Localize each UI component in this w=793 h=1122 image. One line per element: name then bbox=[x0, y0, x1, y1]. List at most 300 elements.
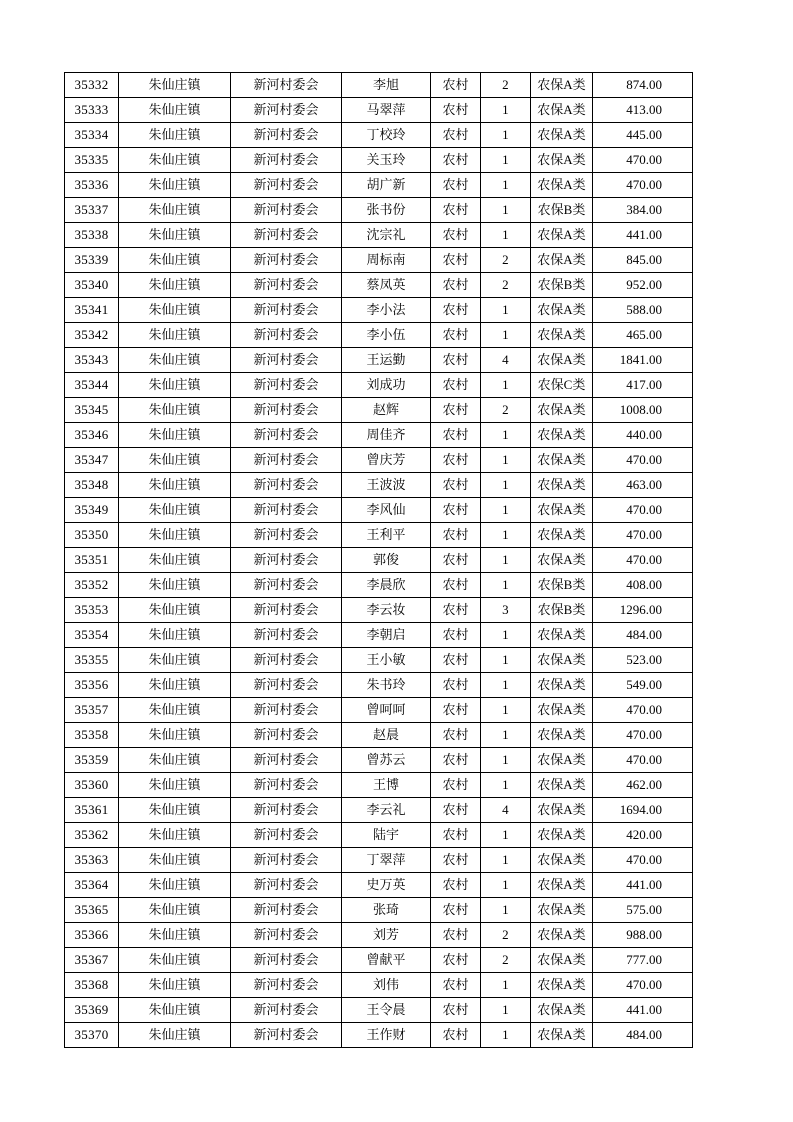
cell-insurance-category: 农保A类 bbox=[531, 923, 593, 948]
cell-count: 1 bbox=[481, 523, 531, 548]
table-row bbox=[65, 548, 693, 573]
cell-town: 朱仙庄镇 bbox=[119, 423, 231, 448]
cell-amount: 413.00 bbox=[593, 98, 693, 123]
cell-count: 2 bbox=[481, 923, 531, 948]
cell-amount: 549.00 bbox=[593, 673, 693, 698]
table-row bbox=[65, 973, 693, 998]
cell-insurance-category: 农保A类 bbox=[531, 173, 593, 198]
cell-town: 朱仙庄镇 bbox=[119, 798, 231, 823]
cell-residence-type: 农村 bbox=[431, 173, 481, 198]
cell-record-id: 35349 bbox=[65, 498, 119, 523]
cell-village-committee: 新河村委会 bbox=[231, 523, 342, 548]
table-row bbox=[65, 573, 693, 598]
cell-amount: 470.00 bbox=[593, 548, 693, 573]
cell-record-id: 35343 bbox=[65, 348, 119, 373]
cell-village-committee: 新河村委会 bbox=[231, 448, 342, 473]
cell-town: 朱仙庄镇 bbox=[119, 348, 231, 373]
cell-village-committee: 新河村委会 bbox=[231, 948, 342, 973]
cell-village-committee: 新河村委会 bbox=[231, 723, 342, 748]
cell-count: 1 bbox=[481, 323, 531, 348]
cell-village-committee: 新河村委会 bbox=[231, 273, 342, 298]
cell-village-committee: 新河村委会 bbox=[231, 698, 342, 723]
cell-person-name: 曾苏云 bbox=[342, 748, 431, 773]
cell-count: 3 bbox=[481, 598, 531, 623]
cell-town: 朱仙庄镇 bbox=[119, 873, 231, 898]
cell-count: 1 bbox=[481, 998, 531, 1023]
cell-residence-type: 农村 bbox=[431, 723, 481, 748]
table-row bbox=[65, 298, 693, 323]
cell-village-committee: 新河村委会 bbox=[231, 173, 342, 198]
cell-person-name: 李风仙 bbox=[342, 498, 431, 523]
cell-count: 1 bbox=[481, 498, 531, 523]
cell-insurance-category: 农保A类 bbox=[531, 873, 593, 898]
cell-amount: 1841.00 bbox=[593, 348, 693, 373]
cell-record-id: 35353 bbox=[65, 598, 119, 623]
cell-person-name: 朱书玲 bbox=[342, 673, 431, 698]
cell-record-id: 35360 bbox=[65, 773, 119, 798]
table-row bbox=[65, 448, 693, 473]
cell-amount: 575.00 bbox=[593, 898, 693, 923]
cell-residence-type: 农村 bbox=[431, 498, 481, 523]
cell-person-name: 郭俊 bbox=[342, 548, 431, 573]
cell-amount: 1008.00 bbox=[593, 398, 693, 423]
cell-count: 1 bbox=[481, 98, 531, 123]
cell-insurance-category: 农保A类 bbox=[531, 148, 593, 173]
cell-count: 1 bbox=[481, 423, 531, 448]
cell-amount: 484.00 bbox=[593, 623, 693, 648]
cell-residence-type: 农村 bbox=[431, 248, 481, 273]
cell-village-committee: 新河村委会 bbox=[231, 998, 342, 1023]
cell-village-committee: 新河村委会 bbox=[231, 648, 342, 673]
cell-person-name: 丁翠萍 bbox=[342, 848, 431, 873]
cell-insurance-category: 农保A类 bbox=[531, 523, 593, 548]
cell-count: 1 bbox=[481, 448, 531, 473]
cell-town: 朱仙庄镇 bbox=[119, 473, 231, 498]
cell-insurance-category: 农保A类 bbox=[531, 348, 593, 373]
cell-residence-type: 农村 bbox=[431, 648, 481, 673]
cell-count: 1 bbox=[481, 848, 531, 873]
cell-insurance-category: 农保C类 bbox=[531, 373, 593, 398]
table-row bbox=[65, 273, 693, 298]
cell-town: 朱仙庄镇 bbox=[119, 498, 231, 523]
cell-amount: 463.00 bbox=[593, 473, 693, 498]
cell-residence-type: 农村 bbox=[431, 73, 481, 98]
cell-village-committee: 新河村委会 bbox=[231, 848, 342, 873]
table-row bbox=[65, 873, 693, 898]
cell-amount: 777.00 bbox=[593, 948, 693, 973]
cell-amount: 845.00 bbox=[593, 248, 693, 273]
cell-record-id: 35336 bbox=[65, 173, 119, 198]
table-row bbox=[65, 773, 693, 798]
cell-town: 朱仙庄镇 bbox=[119, 273, 231, 298]
cell-village-committee: 新河村委会 bbox=[231, 248, 342, 273]
cell-insurance-category: 农保A类 bbox=[531, 948, 593, 973]
table-row bbox=[65, 823, 693, 848]
cell-residence-type: 农村 bbox=[431, 973, 481, 998]
cell-village-committee: 新河村委会 bbox=[231, 573, 342, 598]
cell-amount: 441.00 bbox=[593, 873, 693, 898]
cell-person-name: 王利平 bbox=[342, 523, 431, 548]
table-row bbox=[65, 473, 693, 498]
cell-town: 朱仙庄镇 bbox=[119, 623, 231, 648]
cell-person-name: 蔡凤英 bbox=[342, 273, 431, 298]
cell-insurance-category: 农保A类 bbox=[531, 473, 593, 498]
table-row bbox=[65, 148, 693, 173]
cell-record-id: 35344 bbox=[65, 373, 119, 398]
cell-residence-type: 农村 bbox=[431, 823, 481, 848]
cell-village-committee: 新河村委会 bbox=[231, 473, 342, 498]
cell-record-id: 35346 bbox=[65, 423, 119, 448]
cell-insurance-category: 农保B类 bbox=[531, 273, 593, 298]
cell-record-id: 35339 bbox=[65, 248, 119, 273]
table-row bbox=[65, 723, 693, 748]
cell-village-committee: 新河村委会 bbox=[231, 748, 342, 773]
cell-town: 朱仙庄镇 bbox=[119, 173, 231, 198]
cell-amount: 420.00 bbox=[593, 823, 693, 848]
cell-amount: 470.00 bbox=[593, 848, 693, 873]
cell-person-name: 沈宗礼 bbox=[342, 223, 431, 248]
table-row bbox=[65, 373, 693, 398]
cell-amount: 441.00 bbox=[593, 223, 693, 248]
cell-amount: 441.00 bbox=[593, 998, 693, 1023]
cell-town: 朱仙庄镇 bbox=[119, 648, 231, 673]
cell-person-name: 曾献平 bbox=[342, 948, 431, 973]
cell-person-name: 李朝启 bbox=[342, 623, 431, 648]
cell-village-committee: 新河村委会 bbox=[231, 98, 342, 123]
cell-amount: 445.00 bbox=[593, 123, 693, 148]
cell-count: 2 bbox=[481, 248, 531, 273]
table-row bbox=[65, 423, 693, 448]
table-row bbox=[65, 998, 693, 1023]
table-row bbox=[65, 123, 693, 148]
cell-residence-type: 农村 bbox=[431, 273, 481, 298]
cell-village-committee: 新河村委会 bbox=[231, 198, 342, 223]
cell-record-id: 35363 bbox=[65, 848, 119, 873]
cell-count: 1 bbox=[481, 198, 531, 223]
cell-amount: 952.00 bbox=[593, 273, 693, 298]
cell-insurance-category: 农保A类 bbox=[531, 773, 593, 798]
cell-insurance-category: 农保A类 bbox=[531, 848, 593, 873]
cell-residence-type: 农村 bbox=[431, 123, 481, 148]
cell-amount: 470.00 bbox=[593, 448, 693, 473]
cell-amount: 465.00 bbox=[593, 323, 693, 348]
cell-town: 朱仙庄镇 bbox=[119, 673, 231, 698]
cell-record-id: 35365 bbox=[65, 898, 119, 923]
cell-village-committee: 新河村委会 bbox=[231, 823, 342, 848]
cell-count: 1 bbox=[481, 373, 531, 398]
cell-insurance-category: 农保A类 bbox=[531, 823, 593, 848]
cell-town: 朱仙庄镇 bbox=[119, 323, 231, 348]
cell-village-committee: 新河村委会 bbox=[231, 1023, 342, 1048]
cell-record-id: 35350 bbox=[65, 523, 119, 548]
cell-insurance-category: 农保A类 bbox=[531, 73, 593, 98]
cell-village-committee: 新河村委会 bbox=[231, 348, 342, 373]
cell-count: 1 bbox=[481, 548, 531, 573]
cell-record-id: 35357 bbox=[65, 698, 119, 723]
cell-insurance-category: 农保A类 bbox=[531, 98, 593, 123]
cell-count: 2 bbox=[481, 273, 531, 298]
cell-insurance-category: 农保A类 bbox=[531, 448, 593, 473]
cell-count: 1 bbox=[481, 223, 531, 248]
cell-residence-type: 农村 bbox=[431, 673, 481, 698]
cell-record-id: 35362 bbox=[65, 823, 119, 848]
cell-town: 朱仙庄镇 bbox=[119, 573, 231, 598]
cell-insurance-category: 农保B类 bbox=[531, 598, 593, 623]
table-row bbox=[65, 523, 693, 548]
cell-town: 朱仙庄镇 bbox=[119, 148, 231, 173]
cell-village-committee: 新河村委会 bbox=[231, 898, 342, 923]
cell-town: 朱仙庄镇 bbox=[119, 523, 231, 548]
cell-person-name: 刘成功 bbox=[342, 373, 431, 398]
cell-person-name: 王作财 bbox=[342, 1023, 431, 1048]
cell-amount: 988.00 bbox=[593, 923, 693, 948]
cell-count: 1 bbox=[481, 648, 531, 673]
cell-insurance-category: 农保A类 bbox=[531, 748, 593, 773]
cell-person-name: 王运勤 bbox=[342, 348, 431, 373]
cell-village-committee: 新河村委会 bbox=[231, 398, 342, 423]
cell-amount: 462.00 bbox=[593, 773, 693, 798]
table-row bbox=[65, 798, 693, 823]
cell-person-name: 曾庆芳 bbox=[342, 448, 431, 473]
cell-record-id: 35338 bbox=[65, 223, 119, 248]
cell-record-id: 35348 bbox=[65, 473, 119, 498]
cell-town: 朱仙庄镇 bbox=[119, 998, 231, 1023]
cell-residence-type: 农村 bbox=[431, 848, 481, 873]
cell-town: 朱仙庄镇 bbox=[119, 248, 231, 273]
cell-count: 1 bbox=[481, 823, 531, 848]
cell-town: 朱仙庄镇 bbox=[119, 223, 231, 248]
cell-town: 朱仙庄镇 bbox=[119, 823, 231, 848]
cell-person-name: 张书份 bbox=[342, 198, 431, 223]
cell-residence-type: 农村 bbox=[431, 773, 481, 798]
cell-insurance-category: 农保A类 bbox=[531, 623, 593, 648]
table-row bbox=[65, 648, 693, 673]
cell-person-name: 胡广新 bbox=[342, 173, 431, 198]
cell-town: 朱仙庄镇 bbox=[119, 848, 231, 873]
cell-residence-type: 农村 bbox=[431, 298, 481, 323]
cell-record-id: 35340 bbox=[65, 273, 119, 298]
cell-village-committee: 新河村委会 bbox=[231, 123, 342, 148]
table-row bbox=[65, 248, 693, 273]
cell-record-id: 35358 bbox=[65, 723, 119, 748]
cell-count: 1 bbox=[481, 1023, 531, 1048]
cell-village-committee: 新河村委会 bbox=[231, 623, 342, 648]
cell-record-id: 35337 bbox=[65, 198, 119, 223]
cell-insurance-category: 农保A类 bbox=[531, 973, 593, 998]
cell-village-committee: 新河村委会 bbox=[231, 973, 342, 998]
cell-insurance-category: 农保A类 bbox=[531, 1023, 593, 1048]
cell-record-id: 35334 bbox=[65, 123, 119, 148]
cell-town: 朱仙庄镇 bbox=[119, 98, 231, 123]
cell-record-id: 35345 bbox=[65, 398, 119, 423]
cell-count: 1 bbox=[481, 623, 531, 648]
cell-record-id: 35342 bbox=[65, 323, 119, 348]
table-row bbox=[65, 598, 693, 623]
cell-village-committee: 新河村委会 bbox=[231, 598, 342, 623]
cell-person-name: 周标南 bbox=[342, 248, 431, 273]
cell-insurance-category: 农保A类 bbox=[531, 798, 593, 823]
cell-residence-type: 农村 bbox=[431, 698, 481, 723]
cell-residence-type: 农村 bbox=[431, 998, 481, 1023]
cell-record-id: 35369 bbox=[65, 998, 119, 1023]
cell-residence-type: 农村 bbox=[431, 548, 481, 573]
cell-town: 朱仙庄镇 bbox=[119, 1023, 231, 1048]
cell-record-id: 35361 bbox=[65, 798, 119, 823]
cell-record-id: 35354 bbox=[65, 623, 119, 648]
cell-count: 2 bbox=[481, 398, 531, 423]
cell-insurance-category: 农保A类 bbox=[531, 698, 593, 723]
cell-village-committee: 新河村委会 bbox=[231, 298, 342, 323]
cell-amount: 484.00 bbox=[593, 1023, 693, 1048]
cell-insurance-category: 农保A类 bbox=[531, 898, 593, 923]
cell-count: 1 bbox=[481, 123, 531, 148]
cell-record-id: 35356 bbox=[65, 673, 119, 698]
cell-residence-type: 农村 bbox=[431, 148, 481, 173]
cell-person-name: 关玉玲 bbox=[342, 148, 431, 173]
cell-person-name: 李晨欣 bbox=[342, 573, 431, 598]
cell-residence-type: 农村 bbox=[431, 873, 481, 898]
cell-residence-type: 农村 bbox=[431, 748, 481, 773]
cell-insurance-category: 农保A类 bbox=[531, 298, 593, 323]
cell-town: 朱仙庄镇 bbox=[119, 448, 231, 473]
cell-record-id: 35333 bbox=[65, 98, 119, 123]
cell-village-committee: 新河村委会 bbox=[231, 323, 342, 348]
cell-person-name: 王博 bbox=[342, 773, 431, 798]
cell-record-id: 35370 bbox=[65, 1023, 119, 1048]
cell-insurance-category: 农保A类 bbox=[531, 398, 593, 423]
cell-village-committee: 新河村委会 bbox=[231, 148, 342, 173]
table-row bbox=[65, 173, 693, 198]
cell-count: 1 bbox=[481, 473, 531, 498]
cell-town: 朱仙庄镇 bbox=[119, 123, 231, 148]
cell-residence-type: 农村 bbox=[431, 448, 481, 473]
cell-town: 朱仙庄镇 bbox=[119, 73, 231, 98]
cell-count: 1 bbox=[481, 873, 531, 898]
cell-amount: 874.00 bbox=[593, 73, 693, 98]
benefits-table bbox=[64, 72, 693, 1048]
cell-count: 1 bbox=[481, 673, 531, 698]
cell-residence-type: 农村 bbox=[431, 423, 481, 448]
cell-person-name: 王令晨 bbox=[342, 998, 431, 1023]
cell-record-id: 35332 bbox=[65, 73, 119, 98]
cell-town: 朱仙庄镇 bbox=[119, 948, 231, 973]
cell-village-committee: 新河村委会 bbox=[231, 423, 342, 448]
table-row bbox=[65, 698, 693, 723]
cell-town: 朱仙庄镇 bbox=[119, 698, 231, 723]
cell-town: 朱仙庄镇 bbox=[119, 748, 231, 773]
cell-person-name: 周佳齐 bbox=[342, 423, 431, 448]
cell-person-name: 史万英 bbox=[342, 873, 431, 898]
cell-residence-type: 农村 bbox=[431, 898, 481, 923]
cell-record-id: 35355 bbox=[65, 648, 119, 673]
cell-count: 4 bbox=[481, 348, 531, 373]
cell-residence-type: 农村 bbox=[431, 798, 481, 823]
cell-village-committee: 新河村委会 bbox=[231, 498, 342, 523]
cell-record-id: 35347 bbox=[65, 448, 119, 473]
cell-town: 朱仙庄镇 bbox=[119, 198, 231, 223]
cell-record-id: 35351 bbox=[65, 548, 119, 573]
cell-insurance-category: 农保A类 bbox=[531, 548, 593, 573]
cell-count: 1 bbox=[481, 698, 531, 723]
cell-residence-type: 农村 bbox=[431, 323, 481, 348]
cell-amount: 470.00 bbox=[593, 523, 693, 548]
cell-village-committee: 新河村委会 bbox=[231, 373, 342, 398]
table-row bbox=[65, 623, 693, 648]
table-row bbox=[65, 498, 693, 523]
cell-count: 4 bbox=[481, 798, 531, 823]
cell-amount: 470.00 bbox=[593, 973, 693, 998]
cell-town: 朱仙庄镇 bbox=[119, 773, 231, 798]
cell-residence-type: 农村 bbox=[431, 398, 481, 423]
cell-town: 朱仙庄镇 bbox=[119, 723, 231, 748]
cell-count: 1 bbox=[481, 773, 531, 798]
cell-insurance-category: 农保A类 bbox=[531, 123, 593, 148]
cell-village-committee: 新河村委会 bbox=[231, 873, 342, 898]
cell-record-id: 35352 bbox=[65, 573, 119, 598]
cell-person-name: 王小敏 bbox=[342, 648, 431, 673]
cell-insurance-category: 农保B类 bbox=[531, 198, 593, 223]
cell-record-id: 35341 bbox=[65, 298, 119, 323]
cell-count: 1 bbox=[481, 723, 531, 748]
cell-residence-type: 农村 bbox=[431, 223, 481, 248]
cell-residence-type: 农村 bbox=[431, 473, 481, 498]
cell-amount: 470.00 bbox=[593, 173, 693, 198]
cell-count: 1 bbox=[481, 898, 531, 923]
cell-amount: 1296.00 bbox=[593, 598, 693, 623]
table-row bbox=[65, 98, 693, 123]
cell-person-name: 丁校玲 bbox=[342, 123, 431, 148]
cell-town: 朱仙庄镇 bbox=[119, 598, 231, 623]
cell-person-name: 马翠萍 bbox=[342, 98, 431, 123]
cell-count: 1 bbox=[481, 148, 531, 173]
cell-record-id: 35367 bbox=[65, 948, 119, 973]
cell-record-id: 35335 bbox=[65, 148, 119, 173]
table-row bbox=[65, 223, 693, 248]
cell-village-committee: 新河村委会 bbox=[231, 773, 342, 798]
table-row bbox=[65, 73, 693, 98]
cell-person-name: 王波波 bbox=[342, 473, 431, 498]
cell-residence-type: 农村 bbox=[431, 948, 481, 973]
cell-town: 朱仙庄镇 bbox=[119, 373, 231, 398]
cell-village-committee: 新河村委会 bbox=[231, 798, 342, 823]
cell-record-id: 35368 bbox=[65, 973, 119, 998]
cell-count: 1 bbox=[481, 973, 531, 998]
cell-residence-type: 农村 bbox=[431, 523, 481, 548]
cell-residence-type: 农村 bbox=[431, 623, 481, 648]
table-row bbox=[65, 923, 693, 948]
cell-person-name: 刘芳 bbox=[342, 923, 431, 948]
cell-amount: 470.00 bbox=[593, 498, 693, 523]
cell-town: 朱仙庄镇 bbox=[119, 973, 231, 998]
cell-residence-type: 农村 bbox=[431, 348, 481, 373]
table-row bbox=[65, 848, 693, 873]
cell-amount: 588.00 bbox=[593, 298, 693, 323]
table-row bbox=[65, 898, 693, 923]
cell-person-name: 李旭 bbox=[342, 73, 431, 98]
cell-town: 朱仙庄镇 bbox=[119, 548, 231, 573]
cell-count: 2 bbox=[481, 73, 531, 98]
cell-person-name: 曾呵呵 bbox=[342, 698, 431, 723]
cell-person-name: 刘伟 bbox=[342, 973, 431, 998]
cell-town: 朱仙庄镇 bbox=[119, 298, 231, 323]
cell-amount: 408.00 bbox=[593, 573, 693, 598]
cell-amount: 470.00 bbox=[593, 748, 693, 773]
cell-village-committee: 新河村委会 bbox=[231, 73, 342, 98]
cell-person-name: 陆宇 bbox=[342, 823, 431, 848]
cell-residence-type: 农村 bbox=[431, 923, 481, 948]
cell-amount: 523.00 bbox=[593, 648, 693, 673]
cell-person-name: 李小伍 bbox=[342, 323, 431, 348]
